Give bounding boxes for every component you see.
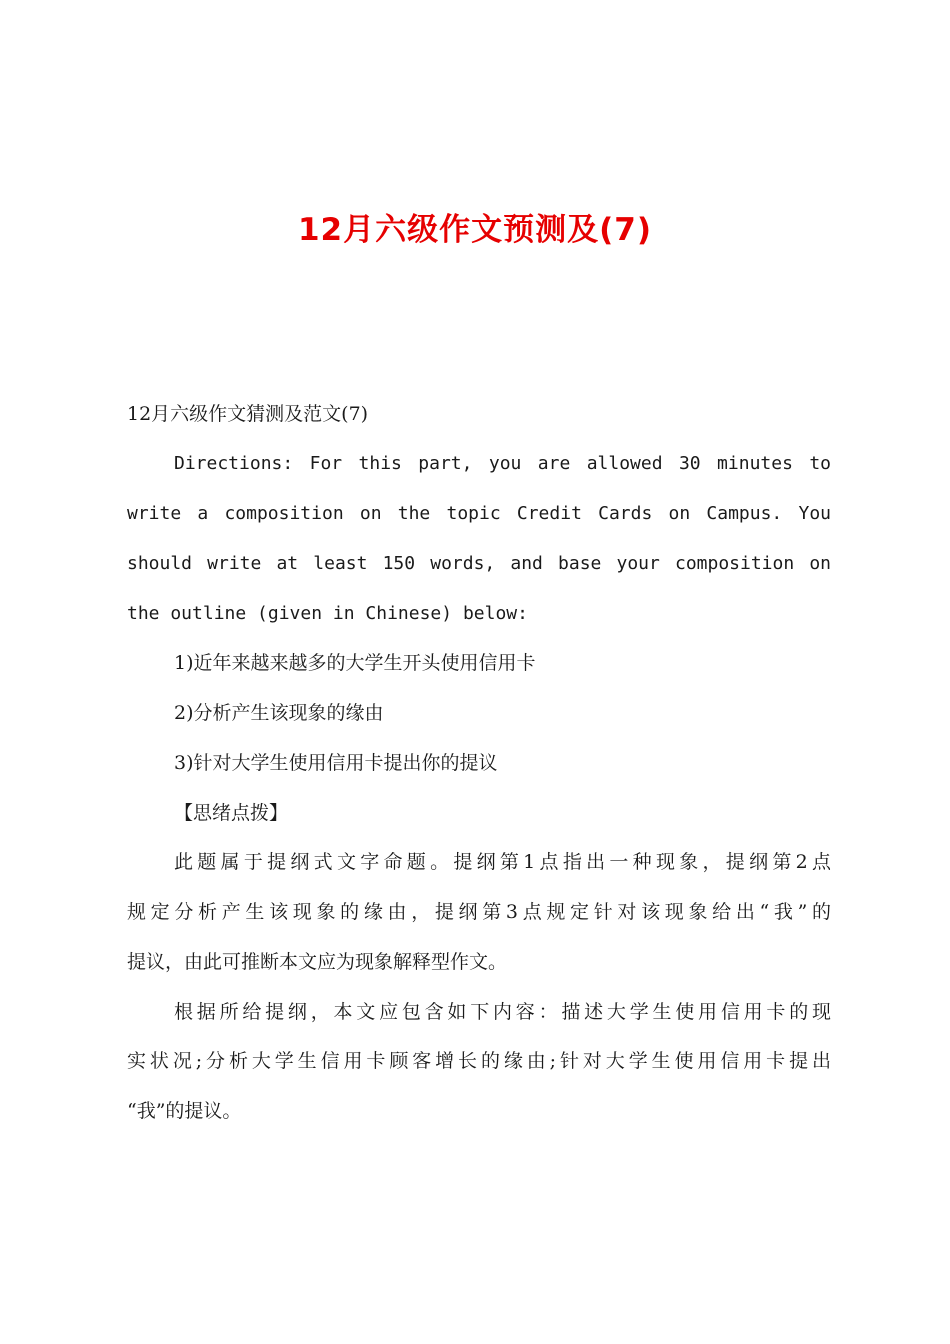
directions-line: should write at least 150 words, and base your composition on <box>127 553 831 574</box>
section-heading: 【思绪点拨】 <box>174 802 289 824</box>
paragraph-line: 实状况;分析大学生信用卡顾客增长的缘由;针对大学生使用信用卡提出 <box>127 1050 831 1072</box>
document-title: 12月六级作文预测及(7) <box>297 212 653 248</box>
directions-line: write a composition on the topic Credit Cards on Campus. You <box>127 503 831 524</box>
paragraph-line: 提议，由此可推断本文应为现象解释型作文。 <box>127 951 508 973</box>
outline-item: 1)近年来越来越多的大学生开头使用信用卡 <box>174 652 536 674</box>
paragraph-line: 根据所给提纲，本文应包含如下内容：描述大学生使用信用卡的现 <box>174 1001 831 1023</box>
directions-line: Directions: For this part, you are allowed 30 minutes to <box>174 453 831 474</box>
document-subtitle: 12月六级作文猜测及范文(7) <box>127 403 369 425</box>
paragraph-line: “我”的提议。 <box>127 1100 242 1122</box>
directions-line: the outline (given in Chinese) below: <box>127 603 528 624</box>
paragraph-line: 此题属于提纲式文字命题。提纲第1点指出一种现象，提纲第2点 <box>174 851 831 873</box>
paragraph-line: 规定分析产生该现象的缘由，提纲第3点规定针对该现象给出“我”的 <box>127 901 831 923</box>
outline-item: 2)分析产生该现象的缘由 <box>174 702 384 724</box>
outline-item: 3)针对大学生使用信用卡提出你的提议 <box>174 752 498 774</box>
